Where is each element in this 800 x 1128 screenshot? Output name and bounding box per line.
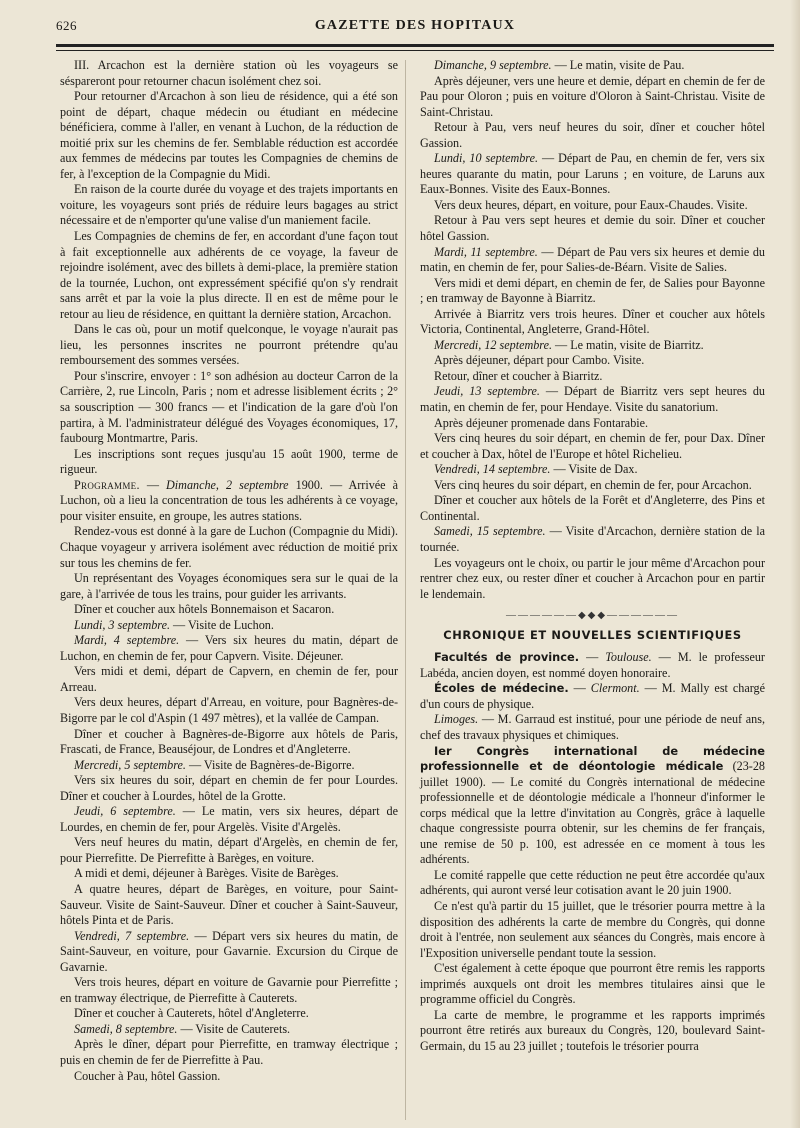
itinerary-day: Jeudi, 13 septembre.: [434, 384, 540, 399]
itinerary-text: Arrivée à Biarritz vers trois heures. Dîner et coucher aux hôtels Victoria, Continental, Angleterre, Grand-Hôtel.: [420, 306, 765, 337]
itinerary-paragraph: [420, 245, 765, 276]
itinerary-paragraph: [420, 493, 765, 524]
itinerary-text: Coucher à Pau, hôtel Gassion.: [74, 1068, 221, 1083]
news-place: Toulouse.: [605, 650, 652, 665]
itinerary-paragraph: [60, 1037, 398, 1068]
itinerary-paragraph: [420, 307, 765, 338]
news-text: — M. Garraud est institué, pour une période de neuf ans, chef des travaux physiques et chimiques.: [420, 712, 765, 742]
section-title: CHRONIQUE ET NOUVELLES SCIENTIFIQUES: [443, 627, 742, 642]
itinerary-paragraph: [60, 758, 398, 774]
news-item: Écoles de médecine. — Clermont. — M. Mally est chargé d'un cours de physique.: [420, 681, 765, 711]
news-place: Clermont.: [590, 681, 640, 696]
itinerary-paragraph: [60, 773, 398, 804]
itinerary-text: Après déjeuner, vers une heure et demie, départ en chemin de fer de Pau pour Oloron ; puis en voiture d'Oloron à Saint-Christau. Visite de Saint-Christau.: [420, 73, 765, 119]
itinerary-text: A midi et demi, déjeuner à Barèges. Visite de Barèges.: [74, 866, 339, 881]
itinerary-paragraph: [60, 633, 398, 664]
news-paragraph: Ce n'est qu'à partir du 15 juillet, que le trésorier pourra mettre à la disposition des adhérents la carte de membre du Congrès, qui donne droit à l'entrée, non seulement aux séances du Congrès, mais encore à l'Exposition universelle pendant toute la session.: [420, 898, 765, 960]
itinerary-paragraph: [420, 151, 765, 198]
article-paragraph: Pour retourner d'Arcachon à son lieu de résidence, qui a été son point de départ, chaque médecin ou étudiant en médecine bénéficiera, comme à l'aller, en venant à Luchon, de la réduction de moitié prix sur les chemins de fer. Semblable réduction est accordée aux femmes de médecins par toutes les Compagnies de chemins de fer, à l'exception de la Compagnie du Midi.: [60, 89, 398, 181]
news-text: — M. Mally est chargé d'un cours de physique.: [420, 681, 765, 711]
itinerary-paragraph: [420, 462, 765, 478]
itinerary-text: — Le matin, vers six heures, départ de Lourdes, en chemin de fer, pour Argelès. Visite d'Argelès.: [60, 804, 398, 834]
itinerary-day: Vendredi, 14 septembre.: [434, 462, 551, 477]
itinerary-day: Samedi, 15 septembre.: [434, 524, 546, 539]
news-item: [420, 712, 765, 743]
itinerary-paragraph: [420, 120, 765, 151]
itinerary-day: Mardi, 11 septembre.: [434, 244, 538, 259]
programme-date: Dimanche, 2 septembre: [166, 477, 289, 492]
itinerary-text: Vers deux heures, départ d'Arreau, en voiture, pour Bagnères-de-Bigorre par le col d'Aspin (1 497 mètres), et la vallée de Campan.: [60, 695, 398, 725]
itinerary-text: — Visite d'Arcachon, dernière station de la tournée.: [420, 524, 766, 554]
itinerary-paragraph: [60, 1006, 398, 1022]
itinerary-text: — Départ de Pau vers six heures et demie du matin, en chemin de fer, pour Salies-de-Béarn. Visite de Salies.: [420, 244, 765, 275]
itinerary-day: Mercredi, 5 septembre.: [74, 757, 186, 772]
itinerary-paragraph: [60, 929, 398, 976]
itinerary-text: — Vers six heures du matin, départ de Luchon, en chemin de fer, pour Capvern. Visite. Déjeuner.: [60, 633, 399, 663]
article-paragraph: En raison de la courte durée du voyage et des trajets importants en voiture, les voyageurs sont priés de réduire leurs bagages au strict nécessaire et de n'emporter qu'une valise d'un maniement facile.: [60, 182, 398, 228]
itinerary-text: Après déjeuner promenade dans Fontarabie.: [434, 415, 649, 430]
itinerary-text: — Visite de Bagnères-de-Bigorre.: [185, 757, 355, 772]
itinerary-day: Mardi, 4 septembre.: [74, 633, 180, 648]
itinerary-paragraph: [420, 524, 765, 555]
itinerary-text: — Départ de Pau, en chemin de fer, vers six heures quarante du matin, pour Laruns ; en voiture, de Laruns aux Eaux-Bonnes. Visite des Eaux-Bonnes.: [420, 151, 765, 197]
itinerary-text: Retour à Pau vers sept heures et demie du soir. Dîner et coucher hôtel Gassion.: [420, 213, 765, 244]
itinerary-text: Dîner et coucher à Cauterets, hôtel d'Angleterre.: [74, 1006, 309, 1021]
itinerary-text: — Départ de Biarritz vers sept heures du matin, en chemin de fer, pour Hendaye. Visite du sanatorium.: [420, 384, 765, 415]
column-divider: [405, 60, 406, 1120]
itinerary-paragraph: [60, 882, 398, 929]
itinerary-text: — Le matin, visite de Biarritz.: [552, 337, 704, 352]
itinerary-paragraph: [60, 1069, 398, 1085]
itinerary-paragraph: [420, 213, 765, 244]
itinerary-paragraph: [60, 618, 398, 634]
itinerary-paragraph: [420, 74, 765, 121]
itinerary-day: Samedi, 8 septembre.: [74, 1021, 178, 1036]
section-ornament: ——————◆◆◆——————: [505, 610, 680, 622]
itinerary-text: — Visite de Luchon.: [170, 617, 274, 632]
news-text: — M. le professeur Labéda, ancien doyen, est nommé doyen honoraire.: [420, 650, 765, 680]
programme-label: Programme.: [74, 477, 140, 492]
itinerary-text: Vers neuf heures du matin, départ d'Argelès, en chemin de fer, pour Pierrefitte. De Pierrefitte à Barèges, en voiture.: [60, 835, 398, 865]
news-rubric: Écoles de médecine.: [434, 681, 569, 696]
itinerary-text: Retour, dîner et coucher à Biarritz.: [434, 368, 603, 383]
itinerary-text: A quatre heures, départ de Barèges, en voiture, pour Saint-Sauveur. Visite de Saint-Sauveur. Dîner et coucher à Saint-Sauveur, hôtels Pinta et de Paris.: [60, 881, 398, 928]
itinerary-day: Jeudi, 6 septembre.: [74, 804, 176, 819]
programme-paragraph: Programme. — Dimanche, 2 septembre 1900. — Arrivée à Luchon, où a lieu la concentration de tous les adhérents à ce voyage, pour visiter ensuite, en groupe, les autres stations.: [60, 477, 398, 523]
news-paragraph: Le comité rappelle que cette réduction ne peut être accordée qu'aux adhérents, qui auront versé leur cotisation avant le 20 juin 1900.: [420, 867, 765, 898]
left-column: [60, 58, 398, 1084]
itinerary-paragraph: [420, 58, 765, 74]
itinerary-text: Vers six heures du soir, départ en chemin de fer pour Lourdes. Dîner et coucher à Lourdes, hôtel de la Grotte.: [60, 773, 398, 803]
news-rubric: Facultés de province.: [434, 650, 580, 665]
itinerary-text: Vers trois heures, départ en voiture de Gavarnie pour Pierrefitte ; en tramway électrique, de Pierrefitte à Cauterets.: [60, 975, 398, 1005]
itinerary-paragraph: [420, 384, 765, 415]
itinerary-paragraph: [60, 866, 398, 882]
itinerary-paragraph: [420, 353, 765, 369]
itinerary-day: Lundi, 10 septembre.: [434, 151, 538, 166]
itinerary-paragraph: [60, 835, 398, 866]
news-paragraph: La carte de membre, le programme et les rapports imprimés pourront être retirés aux bureaux du Congrès, 120, boulevard Saint-Germain, du 15 au 23 juillet ; toutefois le trésorier pourra: [420, 1007, 765, 1053]
itinerary-text: Vers deux heures, départ, en voiture, pour Eaux-Chaudes. Visite.: [434, 197, 748, 212]
itinerary-paragraph: [60, 664, 398, 695]
itinerary-text: Après le dîner, départ pour Pierrefitte, en tramway électrique ; puis en chemin de fer de Pierrefitte à Pau.: [60, 1037, 398, 1067]
itinerary-paragraph: [60, 975, 398, 1006]
itinerary-day: Lundi, 3 septembre.: [74, 617, 170, 632]
news-item: Facultés de province. — Toulouse. — M. le professeur Labéda, ancien doyen, est nommé doyen honoraire.: [420, 650, 765, 680]
article-paragraph: Les inscriptions sont reçues jusqu'au 15 août 1900, terme de rigueur.: [60, 446, 398, 477]
itinerary-text: Vers cinq heures du soir départ, en chemin de fer, pour Arcachon.: [434, 477, 752, 492]
article-paragraph: Un représentant des Voyages économiques sera sur le quai de la gare, à l'arrivée de tous les trains, pour guider les arrivants.: [60, 571, 398, 601]
itinerary-paragraph: [420, 369, 765, 385]
itinerary-text: — Départ vers six heures du matin, de Saint-Sauveur, en voiture, pour Gavarnie. Excursion du Cirque de Gavarnie.: [60, 928, 398, 974]
itinerary-paragraph: [420, 276, 765, 307]
article-paragraph: Rendez-vous est donné à la gare de Luchon (Compagnie du Midi). Chaque voyageur y arrivera isolément avec réduction de moitié prix sur tous les chemins de fer.: [60, 524, 398, 570]
itinerary-text: Retour à Pau, vers neuf heures du soir, dîner et coucher hôtel Gassion.: [420, 120, 765, 150]
itinerary-day: Mercredi, 12 septembre.: [434, 337, 552, 352]
itinerary-paragraph: [60, 695, 398, 726]
article-paragraph: III. Arcachon est la dernière station où les voyageurs se séspareront pour retourner chacun isolément chez soi.: [60, 58, 398, 88]
itinerary-text: Vers cinq heures du soir départ, en chemin de fer, pour Dax. Dîner et coucher à Dax, hôtel de l'Europe et hôtel Richelieu.: [420, 431, 765, 461]
page-number: 626: [56, 18, 77, 33]
news-paragraph: C'est également à cette époque que pourront être remis les rapports imprimés auxquels ont droit les membres titulaires ainsi que le programme officiel du Congrès.: [420, 961, 765, 1007]
itinerary-paragraph: [420, 338, 765, 354]
itinerary-paragraph: [420, 478, 765, 494]
itinerary-paragraph: [420, 416, 765, 432]
programme-text: 1900. — Arrivée à Luchon, où a lieu la concentration de tous les adhérents à ce voyage, pour visiter ensuite, en groupe, les autres stations.: [60, 477, 398, 523]
itinerary-text: Les voyageurs ont le choix, ou partir le jour même d'Arcachon pour rentrer chez eux, ou rester dîner et coucher à Arcachon pour en partir le lendemain.: [420, 555, 765, 601]
article-paragraph: Les Compagnies de chemins de fer, en accordant d'une façon tout à fait exceptionnelle aux adhérents de ce voyage, la faveur de rejoindre isolément, avec des billets à demi-place, la première station de la tournée, Luchon, ont expressément spécifié qu'on s'y rendrait sans arrêt et par la voie la plus directe. Il en est de même pour le retour au lieu de résidence, en quittant la dernière station, Arcachon.: [60, 229, 398, 321]
itinerary-day: Vendredi, 7 septembre.: [74, 928, 190, 943]
itinerary-text: Dîner et coucher à Bagnères-de-Bigorre aux hôtels de Paris, Frascati, de France, Beauséjour, de Londres et d'Angleterre.: [60, 726, 398, 757]
right-column: [420, 58, 765, 1054]
news-rubric: Ier Congrès international de médecine professionnelle et de déontologie médicale: [420, 743, 765, 774]
page-edge-shadow: [790, 0, 800, 1128]
header-rule-thin: [56, 50, 774, 51]
article-paragraph: Dîner et coucher aux hôtels Bonnemaison et Sacaron.: [74, 602, 335, 617]
news-text: (23-28 juillet 1900). — Le comité du Congrès international de médecine professionnelle et de déontologie médicale a l'honneur d'informer le corps médical que la lettre d'invitation au Congrès, grâce à laquelle chaque congressiste pourra obtenir, sur les chemins de fer français, une remise de 50 p. 100, est adressée en ce moment à tous les adhérents.: [420, 759, 765, 867]
itinerary-text: Vers midi et demi, départ de Capvern, en chemin de fer, pour Arreau.: [60, 664, 398, 694]
itinerary-text: — Visite de Dax.: [550, 462, 638, 477]
itinerary-paragraph: [420, 198, 765, 214]
journal-title: GAZETTE DES HOPITAUX: [314, 18, 516, 33]
news-place: Limoges.: [434, 712, 479, 727]
article-paragraph: Dans le cas où, pour un motif quelconque, le voyage n'aurait pas lieu, les personnes inscrites ne pourront prétendre qu'au remboursement des sommes versées.: [60, 322, 398, 368]
itinerary-text: Vers midi et demi départ, en chemin de fer, de Salies pour Bayonne ; en tramway de Bayonne à Biarritz.: [420, 275, 765, 306]
header-rule-thick: [56, 44, 774, 47]
article-paragraph: Pour s'inscrire, envoyer : 1° son adhésion au docteur Carron de la Carrière, 2, rue Lincoln, Paris ; nom et adresse lisiblement écrits ; 2° sa souscription — 300 francs — et l'indication de la gare d'où l'on partira, à M. l'administrateur délégué des Voyages économiques, 17, faubourg Montmartre, Paris.: [60, 368, 398, 446]
itinerary-text: Dîner et coucher aux hôtels de la Forêt et d'Angleterre, des Pins et Continental.: [420, 493, 765, 523]
itinerary-text: Après déjeuner, départ pour Cambo. Visite.: [434, 353, 645, 368]
itinerary-paragraph: [60, 1022, 398, 1038]
itinerary-paragraph: [60, 727, 398, 758]
itinerary-paragraph: [420, 431, 765, 462]
news-item: [420, 744, 765, 868]
itinerary-paragraph: [60, 804, 398, 835]
itinerary-text: — Le matin, visite de Pau.: [551, 58, 685, 72]
itinerary-paragraph: [420, 556, 765, 603]
itinerary-day: Dimanche, 9 septembre.: [434, 58, 552, 72]
itinerary-text: — Visite de Cauterets.: [177, 1021, 291, 1036]
